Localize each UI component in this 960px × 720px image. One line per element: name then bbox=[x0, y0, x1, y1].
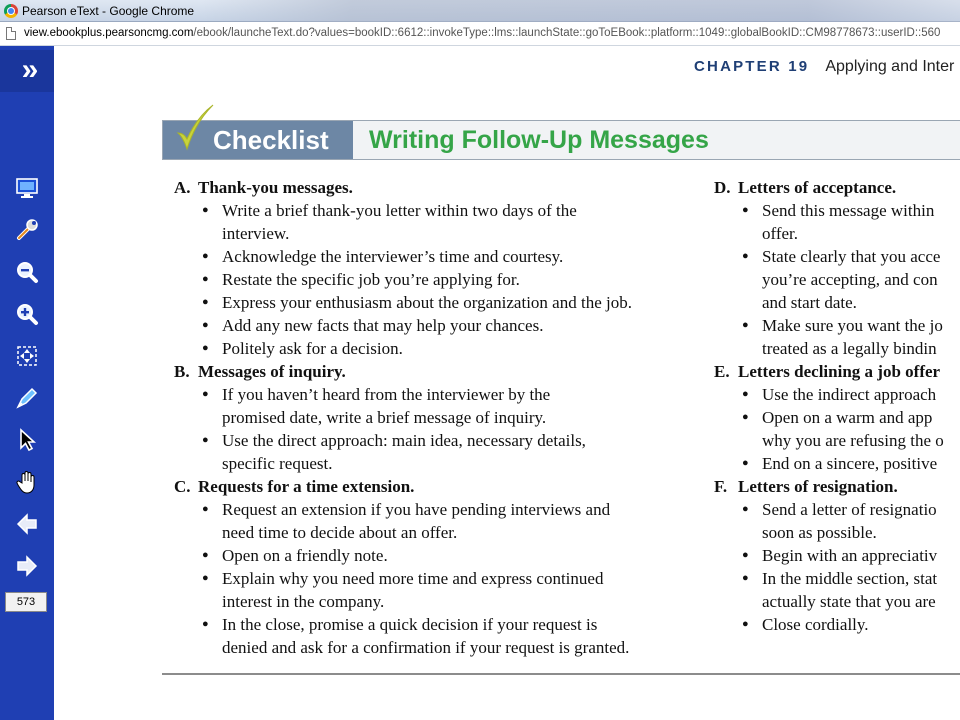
checklist-item-line: Open on a warm and app bbox=[762, 408, 933, 427]
checklist-item-line: Use the indirect approach bbox=[762, 385, 937, 404]
chapter-name: Applying and Inter bbox=[825, 58, 955, 75]
checklist-item-line: Open on a friendly note. bbox=[222, 546, 388, 565]
bullet-icon: ● bbox=[742, 457, 749, 469]
section-title bbox=[714, 475, 960, 498]
bullet-icon: ● bbox=[742, 250, 749, 262]
fit-page-icon[interactable] bbox=[13, 342, 41, 370]
chrome-logo-icon bbox=[4, 4, 18, 18]
checklist-item-line: Send a letter of resignatio bbox=[762, 500, 937, 519]
section-letter: B. bbox=[174, 362, 190, 381]
checklist-item bbox=[714, 613, 960, 636]
checklist-item bbox=[174, 268, 684, 291]
checklist-item-line: interest in the company. bbox=[222, 592, 385, 611]
section-title-text: Letters of resignation. bbox=[738, 477, 898, 496]
section-title-text: Thank-you messages. bbox=[198, 178, 353, 197]
section-title bbox=[714, 176, 960, 199]
next-page-icon[interactable] bbox=[13, 552, 41, 580]
bullet-icon: ● bbox=[202, 434, 209, 446]
checklist-item bbox=[174, 498, 684, 544]
checklist-item-line: Make sure you want the jo bbox=[762, 316, 943, 335]
section-letter: E. bbox=[714, 362, 730, 381]
checklist-item bbox=[714, 199, 960, 245]
previous-page-icon[interactable] bbox=[13, 510, 41, 538]
bullet-icon: ● bbox=[202, 319, 209, 331]
checklist-item-line: Acknowledge the interviewer’s time and courtesy. bbox=[222, 247, 564, 266]
bullet-icon: ● bbox=[742, 549, 749, 561]
chapter-label: CHAPTER 19 bbox=[694, 58, 810, 75]
pan-hand-icon[interactable] bbox=[13, 468, 41, 496]
checklist-item bbox=[174, 199, 684, 245]
checklist-item bbox=[714, 498, 960, 544]
checklist-item-line: denied and ask for a confirmation if your request is granted. bbox=[222, 638, 630, 657]
highlighter-pen-icon[interactable] bbox=[13, 384, 41, 412]
etext-page bbox=[54, 46, 960, 720]
checklist-item-line: treated as a legally bindin bbox=[762, 339, 937, 358]
checklist-item-line: soon as possible. bbox=[762, 523, 877, 542]
bullet-icon: ● bbox=[202, 618, 209, 630]
checklist-item-line: promised date, write a brief message of inquiry. bbox=[222, 408, 547, 427]
checklist-item bbox=[714, 567, 960, 613]
checklist-label: Checklist bbox=[213, 125, 329, 155]
section-title-text: Messages of inquiry. bbox=[198, 362, 346, 381]
checklist-item-line: Begin with an appreciativ bbox=[762, 546, 938, 565]
bullet-icon: ● bbox=[742, 204, 749, 216]
section-title-text: Letters of acceptance. bbox=[738, 178, 897, 197]
checklist-item bbox=[714, 383, 960, 406]
checklist-item-line: Explain why you need more time and express continued bbox=[222, 569, 604, 588]
section-letter: C. bbox=[174, 477, 191, 496]
checklist-item-line: In the middle section, stat bbox=[762, 569, 938, 588]
checklist-item-line: In the close, promise a quick decision if your request is bbox=[222, 615, 598, 634]
checklist-item-line: and start date. bbox=[762, 293, 857, 312]
url-host: view.ebookplus.pearsoncmg.com bbox=[24, 27, 194, 39]
section-title-text: Requests for a time extension. bbox=[198, 477, 415, 496]
checklist-banner bbox=[162, 120, 960, 160]
checklist-item-line: Add any new facts that may help your chances. bbox=[222, 316, 544, 335]
etext-toolbar bbox=[0, 46, 54, 720]
bullet-icon: ● bbox=[742, 572, 749, 584]
url-path: /ebook/launcheText.do?values=bookID::6612::invokeType::lms::launchState::goToEBook::platform::1049::globalBookID::CM98778673::userID::560 bbox=[193, 27, 941, 39]
tools-wrench-icon[interactable] bbox=[13, 216, 41, 244]
section-title bbox=[174, 176, 684, 199]
bullet-icon: ● bbox=[202, 342, 209, 354]
checklist-item-line: need time to decide about an offer. bbox=[222, 523, 458, 542]
section-title bbox=[174, 475, 684, 498]
checklist-item-line: specific request. bbox=[222, 454, 333, 473]
checklist-item bbox=[174, 314, 684, 337]
checklist-item bbox=[174, 567, 684, 613]
bullet-icon: ● bbox=[742, 388, 749, 400]
checklist-item-line: If you haven’t heard from the interviewer by the bbox=[222, 385, 551, 404]
section-title bbox=[714, 360, 960, 383]
section-title-text: Letters declining a job offer bbox=[738, 362, 941, 381]
checklist-item-line: Express your enthusiasm about the organization and the job. bbox=[222, 293, 632, 312]
checklist-item-line: Request an extension if you have pending interviews and bbox=[222, 500, 611, 519]
left-checklist-column bbox=[174, 176, 684, 659]
bullet-icon: ● bbox=[742, 411, 749, 423]
checklist-item bbox=[714, 544, 960, 567]
checklist-item bbox=[714, 406, 960, 452]
address-bar[interactable] bbox=[0, 22, 960, 46]
select-arrow-icon[interactable] bbox=[13, 426, 41, 454]
checklist-item bbox=[174, 337, 684, 360]
checklist-item bbox=[714, 452, 960, 475]
checklist-item bbox=[174, 291, 684, 314]
section-title bbox=[174, 360, 684, 383]
window-title: Pearson eText - Google Chrome bbox=[22, 4, 195, 18]
bullet-icon: ● bbox=[202, 204, 209, 216]
section-letter: D. bbox=[714, 178, 731, 197]
bullet-icon: ● bbox=[202, 388, 209, 400]
checklist-item bbox=[714, 245, 960, 314]
expand-toolbar-button[interactable]: » bbox=[0, 50, 54, 92]
bullet-icon: ● bbox=[202, 503, 209, 515]
checklist-item-line: why you are refusing the o bbox=[762, 431, 944, 450]
checklist-item bbox=[174, 245, 684, 268]
right-checklist-column bbox=[714, 176, 960, 636]
bullet-icon: ● bbox=[742, 319, 749, 331]
checklist-item bbox=[174, 383, 684, 429]
checklist-item-line: Politely ask for a decision. bbox=[222, 339, 403, 358]
checklist-item-line: Close cordially. bbox=[762, 615, 869, 634]
checklist-item-line: Send this message within bbox=[762, 201, 935, 220]
window-titlebar bbox=[0, 0, 960, 22]
checklist-item-line: End on a sincere, positive bbox=[762, 454, 938, 473]
zoom-out-icon[interactable] bbox=[13, 258, 41, 286]
bullet-icon: ● bbox=[742, 503, 749, 515]
chapter-header bbox=[694, 58, 954, 76]
checkmark-icon bbox=[175, 103, 215, 155]
checklist-item-line: Restate the specific job you’re applying for. bbox=[222, 270, 520, 289]
checklist-item-line: Use the direct approach: main idea, necessary details, bbox=[222, 431, 586, 450]
page-number-field[interactable]: 573 bbox=[5, 592, 47, 612]
zoom-in-icon[interactable] bbox=[13, 300, 41, 328]
bullet-icon: ● bbox=[202, 250, 209, 262]
page-icon bbox=[6, 27, 16, 40]
bullet-icon: ● bbox=[202, 273, 209, 285]
checklist-item-line: State clearly that you acce bbox=[762, 247, 941, 266]
checklist-item bbox=[714, 314, 960, 360]
checklist-heading: Writing Follow-Up Messages bbox=[369, 126, 709, 154]
checklist-item-line: Write a brief thank-you letter within two days of the bbox=[222, 201, 577, 220]
checklist-item-line: interview. bbox=[222, 224, 290, 243]
url-text[interactable] bbox=[24, 27, 940, 39]
monitor-icon[interactable] bbox=[13, 174, 41, 202]
checklist-item-line: offer. bbox=[762, 224, 799, 243]
bullet-icon: ● bbox=[742, 618, 749, 630]
checklist-item bbox=[174, 429, 684, 475]
background-window-area bbox=[200, 0, 960, 22]
bottom-rule bbox=[162, 673, 960, 675]
checklist-item bbox=[174, 544, 684, 567]
checklist-item bbox=[174, 613, 684, 659]
bullet-icon: ● bbox=[202, 549, 209, 561]
bullet-icon: ● bbox=[202, 572, 209, 584]
section-letter: A. bbox=[174, 178, 191, 197]
checklist-item-line: you’re accepting, and con bbox=[762, 270, 938, 289]
checklist-item-line: actually state that you are bbox=[762, 592, 936, 611]
section-letter: F. bbox=[714, 477, 728, 496]
bullet-icon: ● bbox=[202, 296, 209, 308]
